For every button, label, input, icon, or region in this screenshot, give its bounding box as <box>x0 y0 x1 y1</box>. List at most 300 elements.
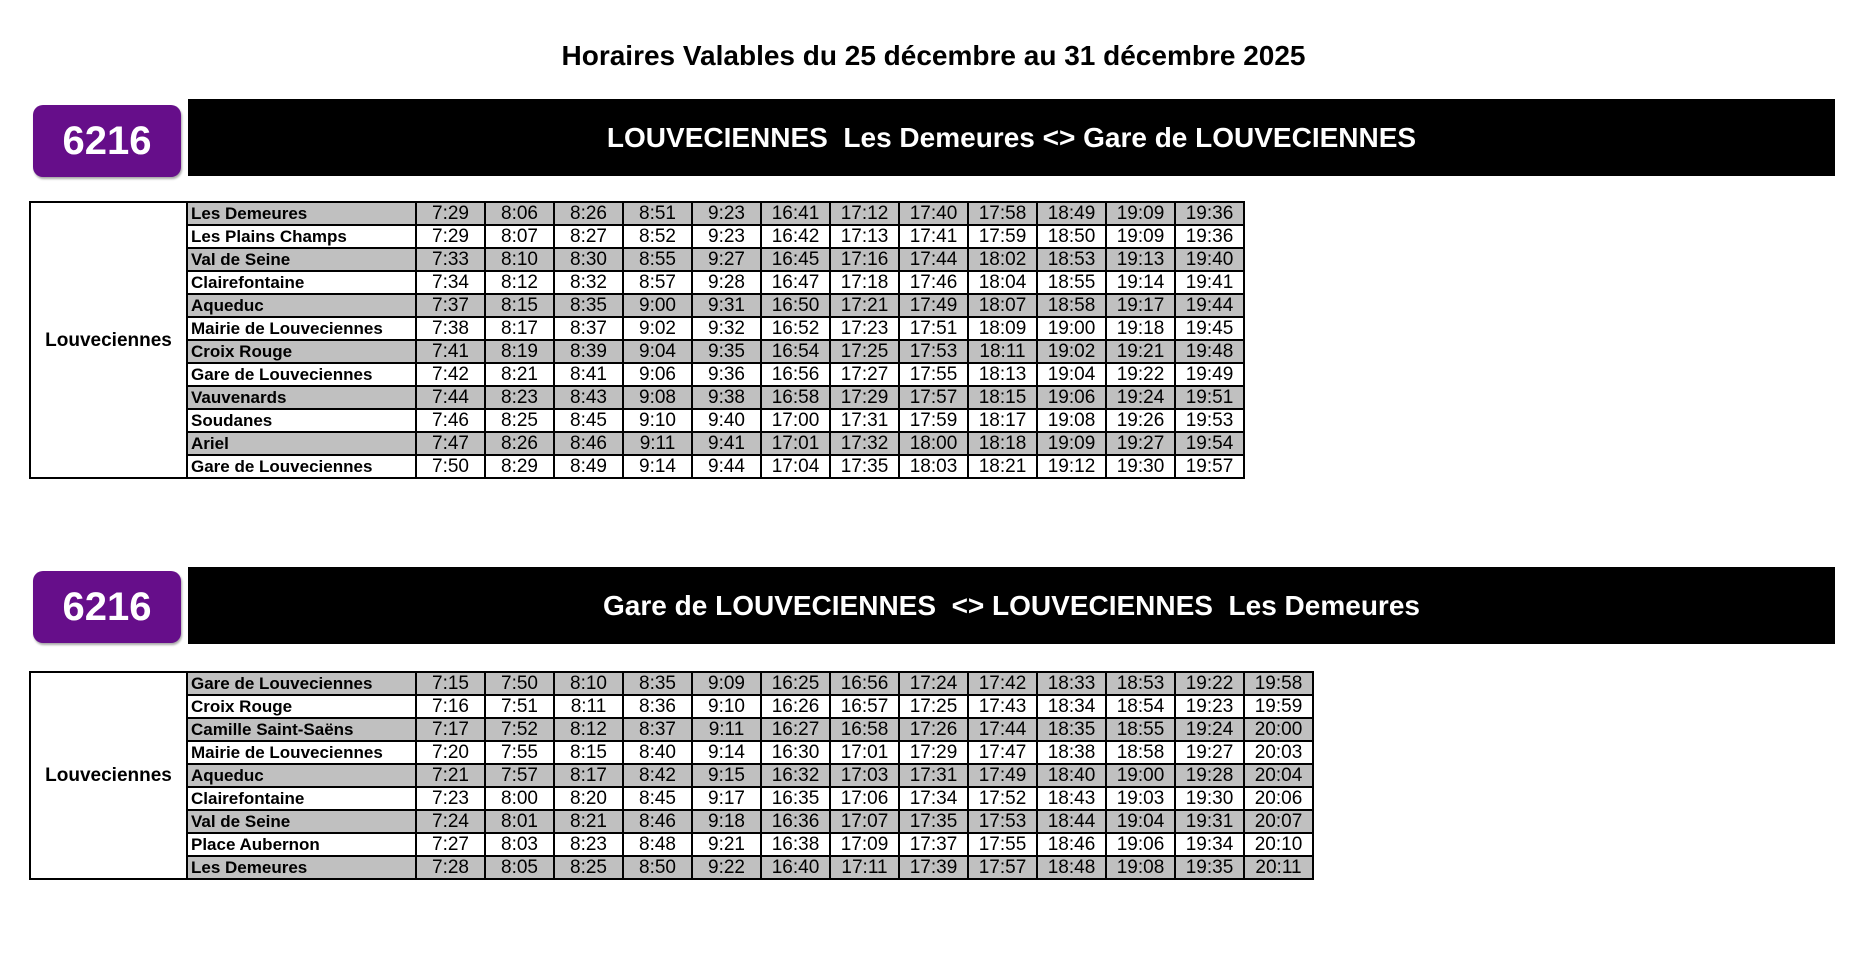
departure-time: 16:56 <box>830 672 899 695</box>
departure-time: 7:42 <box>416 363 485 386</box>
departure-time: 19:30 <box>1175 787 1244 810</box>
departure-time: 17:40 <box>899 202 968 225</box>
departure-time: 8:01 <box>485 810 554 833</box>
departure-time: 19:27 <box>1106 432 1175 455</box>
departure-time: 8:37 <box>554 317 623 340</box>
departure-time: 16:58 <box>830 718 899 741</box>
departure-time: 9:08 <box>623 386 692 409</box>
departure-time: 17:53 <box>899 340 968 363</box>
departure-time: 8:19 <box>485 340 554 363</box>
departure-time: 16:32 <box>761 764 830 787</box>
departure-time: 8:40 <box>623 741 692 764</box>
stop-name: Soudanes <box>187 409 416 432</box>
departure-time: 9:15 <box>692 764 761 787</box>
departure-time: 9:02 <box>623 317 692 340</box>
departure-time: 20:07 <box>1244 810 1313 833</box>
departure-time: 7:50 <box>416 455 485 478</box>
departure-time: 9:36 <box>692 363 761 386</box>
departure-time: 19:12 <box>1037 455 1106 478</box>
departure-time: 20:11 <box>1244 856 1313 879</box>
departure-time: 18:48 <box>1037 856 1106 879</box>
departure-time: 17:29 <box>899 741 968 764</box>
departure-time: 16:56 <box>761 363 830 386</box>
departure-time: 8:45 <box>623 787 692 810</box>
departure-time: 19:34 <box>1175 833 1244 856</box>
departure-time: 19:54 <box>1175 432 1244 455</box>
departure-time: 8:35 <box>554 294 623 317</box>
departure-time: 8:06 <box>485 202 554 225</box>
departure-time: 19:28 <box>1175 764 1244 787</box>
departure-time: 18:49 <box>1037 202 1106 225</box>
departure-time: 7:55 <box>485 741 554 764</box>
stop-name: Gare de Louveciennes <box>187 672 416 695</box>
departure-time: 9:32 <box>692 317 761 340</box>
departure-time: 16:58 <box>761 386 830 409</box>
departure-time: 17:59 <box>899 409 968 432</box>
departure-time: 8:45 <box>554 409 623 432</box>
departure-time: 16:47 <box>761 271 830 294</box>
departure-time: 16:45 <box>761 248 830 271</box>
departure-time: 19:00 <box>1106 764 1175 787</box>
table-row <box>30 695 1313 718</box>
departure-time: 16:57 <box>830 695 899 718</box>
departure-time: 7:17 <box>416 718 485 741</box>
departure-time: 19:36 <box>1175 225 1244 248</box>
departure-time: 7:47 <box>416 432 485 455</box>
departure-time: 17:12 <box>830 202 899 225</box>
stop-name: Croix Rouge <box>187 695 416 718</box>
departure-time: 8:12 <box>485 271 554 294</box>
departure-time: 17:31 <box>899 764 968 787</box>
departure-time: 19:23 <box>1175 695 1244 718</box>
departure-time: 18:07 <box>968 294 1037 317</box>
departure-time: 8:03 <box>485 833 554 856</box>
departure-time: 17:31 <box>830 409 899 432</box>
table-row <box>30 225 1244 248</box>
departure-time: 17:58 <box>968 202 1037 225</box>
departure-time: 19:08 <box>1106 856 1175 879</box>
departure-time: 17:53 <box>968 810 1037 833</box>
departure-time: 8:32 <box>554 271 623 294</box>
departure-time: 9:18 <box>692 810 761 833</box>
departure-time: 7:41 <box>416 340 485 363</box>
departure-time: 16:41 <box>761 202 830 225</box>
departure-time: 7:57 <box>485 764 554 787</box>
departure-time: 16:40 <box>761 856 830 879</box>
departure-time: 17:35 <box>899 810 968 833</box>
departure-time: 16:27 <box>761 718 830 741</box>
stop-name: Mairie de Louveciennes <box>187 317 416 340</box>
departure-time: 9:40 <box>692 409 761 432</box>
departure-time: 9:22 <box>692 856 761 879</box>
table-row <box>30 294 1244 317</box>
commune-label: Louveciennes <box>30 202 187 478</box>
departure-time: 8:35 <box>623 672 692 695</box>
departure-time: 17:39 <box>899 856 968 879</box>
departure-time: 8:42 <box>623 764 692 787</box>
departure-time: 17:43 <box>968 695 1037 718</box>
departure-time: 9:38 <box>692 386 761 409</box>
departure-time: 16:50 <box>761 294 830 317</box>
departure-time: 8:10 <box>485 248 554 271</box>
table-row <box>30 271 1244 294</box>
stop-name: Gare de Louveciennes <box>187 363 416 386</box>
departure-time: 20:03 <box>1244 741 1313 764</box>
departure-time: 8:37 <box>623 718 692 741</box>
stop-name: Vauvenards <box>187 386 416 409</box>
departure-time: 7:27 <box>416 833 485 856</box>
departure-time: 19:45 <box>1175 317 1244 340</box>
departure-time: 18:38 <box>1037 741 1106 764</box>
departure-time: 9:14 <box>692 741 761 764</box>
departure-time: 19:02 <box>1037 340 1106 363</box>
departure-time: 17:04 <box>761 455 830 478</box>
departure-time: 17:44 <box>968 718 1037 741</box>
departure-time: 19:08 <box>1037 409 1106 432</box>
departure-time: 18:54 <box>1106 695 1175 718</box>
departure-time: 19:36 <box>1175 202 1244 225</box>
departure-time: 16:26 <box>761 695 830 718</box>
departure-time: 18:53 <box>1106 672 1175 695</box>
line-number-badge: 6216 <box>33 105 181 177</box>
departure-time: 8:29 <box>485 455 554 478</box>
departure-time: 7:44 <box>416 386 485 409</box>
table-row <box>30 718 1313 741</box>
departure-time: 8:25 <box>554 856 623 879</box>
departure-time: 17:06 <box>830 787 899 810</box>
departure-time: 17:01 <box>830 741 899 764</box>
departure-time: 9:04 <box>623 340 692 363</box>
departure-time: 9:10 <box>692 695 761 718</box>
departure-time: 17:01 <box>761 432 830 455</box>
timetable <box>29 671 1314 880</box>
departure-time: 8:15 <box>554 741 623 764</box>
departure-time: 19:04 <box>1037 363 1106 386</box>
departure-time: 9:23 <box>692 225 761 248</box>
table-row <box>30 455 1244 478</box>
departure-time: 9:41 <box>692 432 761 455</box>
stop-name: Ariel <box>187 432 416 455</box>
departure-time: 8:20 <box>554 787 623 810</box>
departure-time: 19:22 <box>1175 672 1244 695</box>
departure-time: 7:50 <box>485 672 554 695</box>
departure-time: 7:15 <box>416 672 485 695</box>
departure-time: 8:26 <box>485 432 554 455</box>
route-title-banner: Gare de LOUVECIENNES <> LOUVECIENNES Les Demeures <box>188 567 1835 644</box>
departure-time: 9:21 <box>692 833 761 856</box>
departure-time: 17:25 <box>899 695 968 718</box>
stop-name: Clairefontaine <box>187 787 416 810</box>
departure-time: 19:22 <box>1106 363 1175 386</box>
departure-time: 17:49 <box>968 764 1037 787</box>
departure-time: 17:29 <box>830 386 899 409</box>
departure-time: 17:11 <box>830 856 899 879</box>
route-title-banner: LOUVECIENNES Les Demeures <> Gare de LOUVECIENNES <box>188 99 1835 176</box>
departure-time: 19:03 <box>1106 787 1175 810</box>
departure-time: 7:38 <box>416 317 485 340</box>
departure-time: 9:17 <box>692 787 761 810</box>
departure-time: 8:12 <box>554 718 623 741</box>
departure-time: 19:41 <box>1175 271 1244 294</box>
departure-time: 8:50 <box>623 856 692 879</box>
departure-time: 7:28 <box>416 856 485 879</box>
departure-time: 8:36 <box>623 695 692 718</box>
departure-time: 17:18 <box>830 271 899 294</box>
departure-time: 8:49 <box>554 455 623 478</box>
departure-time: 18:09 <box>968 317 1037 340</box>
departure-time: 7:24 <box>416 810 485 833</box>
departure-time: 19:09 <box>1106 202 1175 225</box>
departure-time: 9:23 <box>692 202 761 225</box>
departure-time: 8:23 <box>554 833 623 856</box>
departure-time: 17:57 <box>968 856 1037 879</box>
departure-time: 19:06 <box>1106 833 1175 856</box>
departure-time: 16:30 <box>761 741 830 764</box>
table-row <box>30 386 1244 409</box>
departure-time: 20:10 <box>1244 833 1313 856</box>
departure-time: 19:24 <box>1175 718 1244 741</box>
timetable <box>29 201 1245 479</box>
departure-time: 19:58 <box>1244 672 1313 695</box>
stop-name: Val de Seine <box>187 248 416 271</box>
departure-time: 16:35 <box>761 787 830 810</box>
departure-time: 17:21 <box>830 294 899 317</box>
departure-time: 18:58 <box>1037 294 1106 317</box>
departure-time: 18:04 <box>968 271 1037 294</box>
departure-time: 8:07 <box>485 225 554 248</box>
departure-time: 17:51 <box>899 317 968 340</box>
departure-time: 18:33 <box>1037 672 1106 695</box>
departure-time: 19:24 <box>1106 386 1175 409</box>
stop-name: Mairie de Louveciennes <box>187 741 416 764</box>
departure-time: 7:29 <box>416 202 485 225</box>
departure-time: 9:27 <box>692 248 761 271</box>
departure-time: 17:52 <box>968 787 1037 810</box>
table-row <box>30 340 1244 363</box>
departure-time: 8:17 <box>485 317 554 340</box>
departure-time: 17:07 <box>830 810 899 833</box>
departure-time: 8:43 <box>554 386 623 409</box>
departure-time: 19:18 <box>1106 317 1175 340</box>
stop-name: Gare de Louveciennes <box>187 455 416 478</box>
departure-time: 17:00 <box>761 409 830 432</box>
departure-time: 18:53 <box>1037 248 1106 271</box>
departure-time: 17:32 <box>830 432 899 455</box>
departure-time: 7:34 <box>416 271 485 294</box>
stop-name: Aqueduc <box>187 764 416 787</box>
departure-time: 8:48 <box>623 833 692 856</box>
departure-time: 16:36 <box>761 810 830 833</box>
departure-time: 17:03 <box>830 764 899 787</box>
departure-time: 18:46 <box>1037 833 1106 856</box>
departure-time: 18:21 <box>968 455 1037 478</box>
departure-time: 18:02 <box>968 248 1037 271</box>
departure-time: 18:15 <box>968 386 1037 409</box>
table-row <box>30 248 1244 271</box>
departure-time: 17:37 <box>899 833 968 856</box>
departure-time: 19:59 <box>1244 695 1313 718</box>
departure-time: 9:44 <box>692 455 761 478</box>
departure-time: 8:05 <box>485 856 554 879</box>
departure-time: 19:49 <box>1175 363 1244 386</box>
commune-label: Louveciennes <box>30 672 187 879</box>
departure-time: 8:52 <box>623 225 692 248</box>
departure-time: 18:55 <box>1037 271 1106 294</box>
stop-name: Les Plains Champs <box>187 225 416 248</box>
stop-name: Croix Rouge <box>187 340 416 363</box>
departure-time: 19:31 <box>1175 810 1244 833</box>
departure-time: 8:21 <box>485 363 554 386</box>
table-row <box>30 856 1313 879</box>
departure-time: 9:31 <box>692 294 761 317</box>
departure-time: 9:09 <box>692 672 761 695</box>
departure-time: 18:00 <box>899 432 968 455</box>
departure-time: 19:09 <box>1106 225 1175 248</box>
departure-time: 17:55 <box>968 833 1037 856</box>
table-row <box>30 317 1244 340</box>
departure-time: 16:42 <box>761 225 830 248</box>
departure-time: 18:03 <box>899 455 968 478</box>
departure-time: 8:15 <box>485 294 554 317</box>
departure-time: 7:16 <box>416 695 485 718</box>
departure-time: 18:34 <box>1037 695 1106 718</box>
departure-time: 7:46 <box>416 409 485 432</box>
departure-time: 8:00 <box>485 787 554 810</box>
departure-time: 8:57 <box>623 271 692 294</box>
departure-time: 18:43 <box>1037 787 1106 810</box>
departure-time: 8:51 <box>623 202 692 225</box>
departure-time: 16:54 <box>761 340 830 363</box>
departure-time: 17:59 <box>968 225 1037 248</box>
departure-time: 16:25 <box>761 672 830 695</box>
departure-time: 9:11 <box>623 432 692 455</box>
departure-time: 19:14 <box>1106 271 1175 294</box>
departure-time: 17:41 <box>899 225 968 248</box>
departure-time: 17:44 <box>899 248 968 271</box>
departure-time: 19:00 <box>1037 317 1106 340</box>
departure-time: 8:30 <box>554 248 623 271</box>
table-row <box>30 741 1313 764</box>
departure-time: 16:38 <box>761 833 830 856</box>
table-row <box>30 432 1244 455</box>
departure-time: 20:06 <box>1244 787 1313 810</box>
departure-time: 17:27 <box>830 363 899 386</box>
departure-time: 17:26 <box>899 718 968 741</box>
departure-time: 7:52 <box>485 718 554 741</box>
departure-time: 19:26 <box>1106 409 1175 432</box>
departure-time: 7:21 <box>416 764 485 787</box>
departure-time: 8:55 <box>623 248 692 271</box>
departure-time: 19:48 <box>1175 340 1244 363</box>
stop-name: Val de Seine <box>187 810 416 833</box>
line-number-badge: 6216 <box>33 571 181 643</box>
departure-time: 9:14 <box>623 455 692 478</box>
departure-time: 18:13 <box>968 363 1037 386</box>
departure-time: 17:46 <box>899 271 968 294</box>
departure-time: 9:35 <box>692 340 761 363</box>
departure-time: 18:40 <box>1037 764 1106 787</box>
page-title: Horaires Valables du 25 décembre au 31 décembre 2025 <box>561 40 1306 71</box>
departure-time: 7:51 <box>485 695 554 718</box>
departure-time: 8:39 <box>554 340 623 363</box>
stop-name: Clairefontaine <box>187 271 416 294</box>
departure-time: 19:30 <box>1106 455 1175 478</box>
departure-time: 18:18 <box>968 432 1037 455</box>
stop-name: Les Demeures <box>187 202 416 225</box>
departure-time: 19:09 <box>1037 432 1106 455</box>
stop-name: Place Aubernon <box>187 833 416 856</box>
departure-time: 7:23 <box>416 787 485 810</box>
table-row <box>30 672 1313 695</box>
departure-time: 17:09 <box>830 833 899 856</box>
departure-time: 19:06 <box>1037 386 1106 409</box>
table-row <box>30 764 1313 787</box>
departure-time: 16:52 <box>761 317 830 340</box>
departure-time: 18:44 <box>1037 810 1106 833</box>
departure-time: 17:49 <box>899 294 968 317</box>
departure-time: 19:13 <box>1106 248 1175 271</box>
departure-time: 8:17 <box>554 764 623 787</box>
departure-time: 18:50 <box>1037 225 1106 248</box>
departure-time: 17:25 <box>830 340 899 363</box>
departure-time: 8:23 <box>485 386 554 409</box>
stop-name: Camille Saint-Saëns <box>187 718 416 741</box>
departure-time: 17:13 <box>830 225 899 248</box>
stop-name: Les Demeures <box>187 856 416 879</box>
departure-time: 19:27 <box>1175 741 1244 764</box>
table-row <box>30 833 1313 856</box>
departure-time: 18:11 <box>968 340 1037 363</box>
departure-time: 17:35 <box>830 455 899 478</box>
departure-time: 20:00 <box>1244 718 1313 741</box>
table-row <box>30 787 1313 810</box>
departure-time: 20:04 <box>1244 764 1313 787</box>
departure-time: 8:46 <box>623 810 692 833</box>
table-row <box>30 409 1244 432</box>
departure-time: 17:42 <box>968 672 1037 695</box>
departure-time: 17:16 <box>830 248 899 271</box>
departure-time: 8:26 <box>554 202 623 225</box>
departure-time: 19:51 <box>1175 386 1244 409</box>
departure-time: 8:46 <box>554 432 623 455</box>
departure-time: 9:06 <box>623 363 692 386</box>
departure-time: 17:55 <box>899 363 968 386</box>
table-row <box>30 363 1244 386</box>
departure-time: 17:47 <box>968 741 1037 764</box>
departure-time: 18:55 <box>1106 718 1175 741</box>
departure-time: 19:53 <box>1175 409 1244 432</box>
stop-name: Aqueduc <box>187 294 416 317</box>
table-row <box>30 202 1244 225</box>
departure-time: 18:17 <box>968 409 1037 432</box>
departure-time: 17:23 <box>830 317 899 340</box>
departure-time: 9:10 <box>623 409 692 432</box>
departure-time: 17:57 <box>899 386 968 409</box>
departure-time: 7:33 <box>416 248 485 271</box>
table-row <box>30 810 1313 833</box>
departure-time: 9:28 <box>692 271 761 294</box>
departure-time: 17:34 <box>899 787 968 810</box>
departure-time: 7:37 <box>416 294 485 317</box>
departure-time: 8:11 <box>554 695 623 718</box>
departure-time: 19:21 <box>1106 340 1175 363</box>
departure-time: 7:20 <box>416 741 485 764</box>
departure-time: 18:58 <box>1106 741 1175 764</box>
departure-time: 18:35 <box>1037 718 1106 741</box>
departure-time: 19:57 <box>1175 455 1244 478</box>
departure-time: 8:10 <box>554 672 623 695</box>
departure-time: 19:04 <box>1106 810 1175 833</box>
